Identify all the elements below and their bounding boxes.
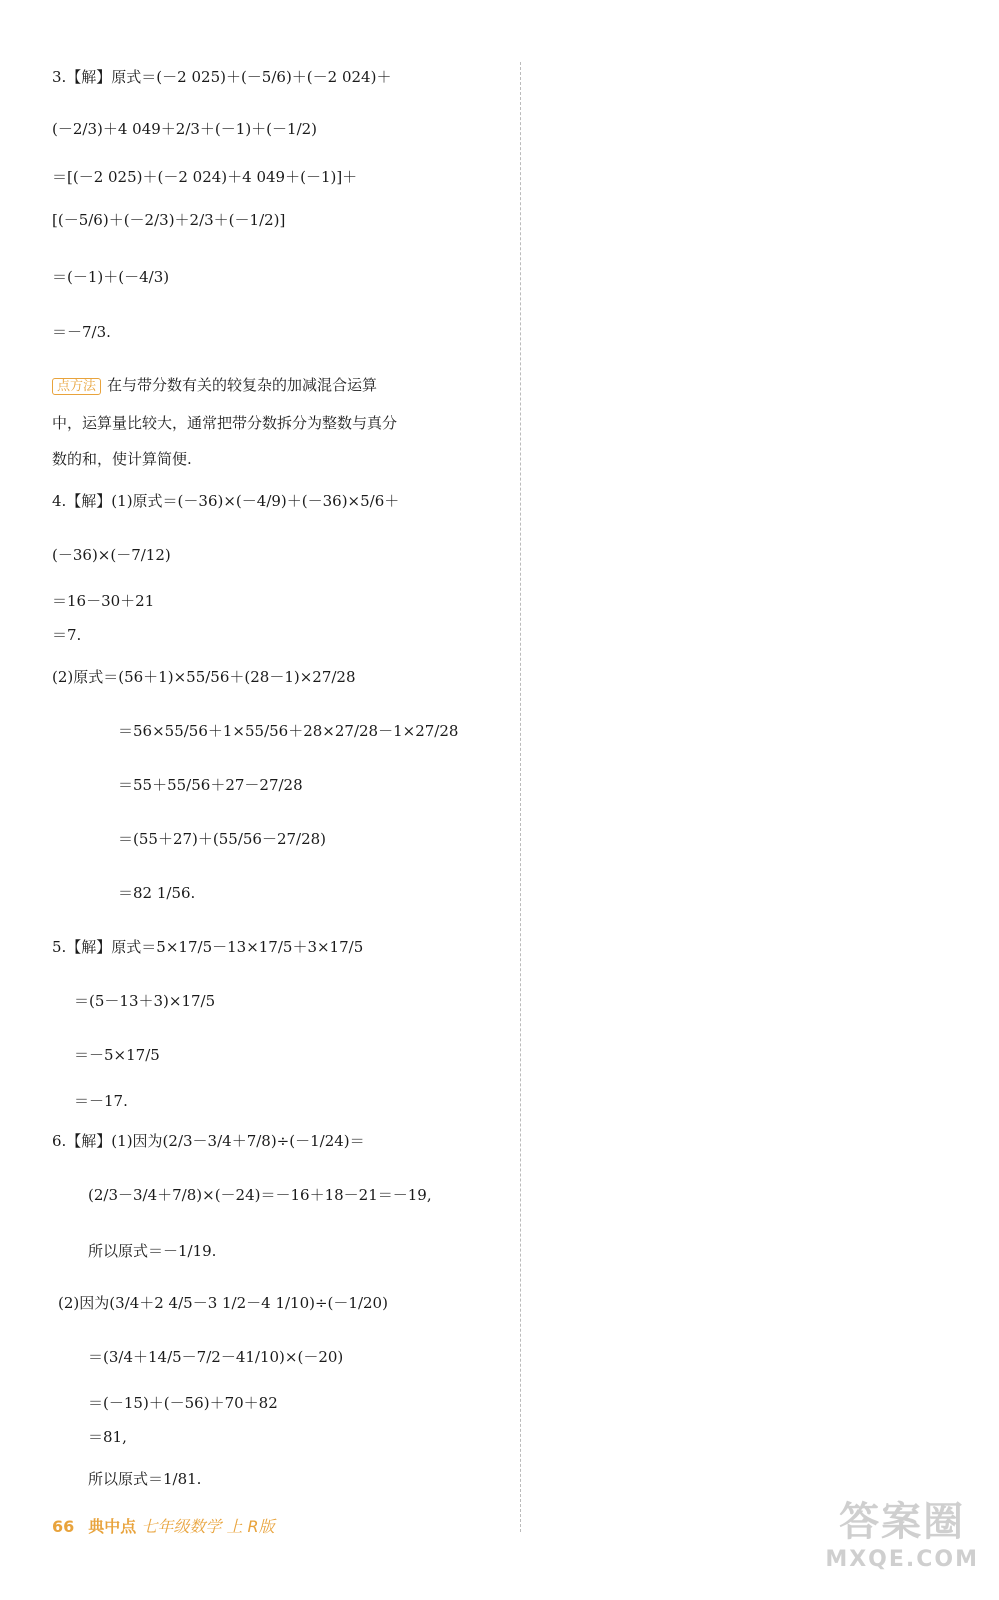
brand-logo: 典中点 bbox=[88, 1517, 137, 1536]
page-footer bbox=[52, 1514, 275, 1537]
watermark-domain: MXQE.COM bbox=[825, 1547, 979, 1572]
line-L4: [(－5/6)＋(－2/3)＋2/3＋(－1/2)] bbox=[52, 211, 286, 229]
tip-text-1: 在与带分数有关的较复杂的加减混合运算 bbox=[107, 376, 378, 394]
page-number: 66 bbox=[52, 1517, 75, 1536]
line-L15: ＝82 1/56. bbox=[118, 884, 196, 902]
line-L9: ＝16－30＋21 bbox=[52, 592, 155, 610]
line-L3: ＝[(－2 025)＋(－2 024)＋4 049＋(－1)]＋ bbox=[52, 168, 358, 186]
line-L25: ＝(－15)＋(－56)＋70＋82 bbox=[88, 1394, 278, 1412]
line-L2: (－2/3)＋4 049＋2/3＋(－1)＋(－1/2) bbox=[52, 120, 318, 138]
book-title: 七年级数学 上 R版 bbox=[141, 1517, 275, 1536]
line-L17: ＝(5－13＋3)×17/5 bbox=[74, 992, 216, 1010]
line-L1: 3.【解】原式＝(－2 025)＋(－5/6)＋(－2 024)＋ bbox=[52, 68, 392, 86]
tip-text-3: 数的和，使计算简便. bbox=[52, 450, 192, 468]
watermark bbox=[825, 1490, 979, 1572]
line-L21: (2/3－3/4＋7/8)×(－24)＝－16＋18－21＝－19, bbox=[88, 1186, 432, 1204]
line-L10: ＝7. bbox=[52, 626, 82, 644]
tip-text-2: 中，运算量比较大，通常把带分数拆分为整数与真分 bbox=[52, 414, 398, 432]
line-L19: ＝－17. bbox=[74, 1092, 128, 1110]
line-L22: 所以原式＝－1/19. bbox=[88, 1242, 217, 1260]
watermark-cn: 答案圈 bbox=[839, 1499, 966, 1545]
line-L26: ＝81, bbox=[88, 1428, 127, 1446]
line-L12: ＝56×55/56＋1×55/56＋28×27/28－1×27/28 bbox=[118, 722, 459, 740]
column-divider bbox=[520, 62, 521, 1532]
line-L24: ＝(3/4＋14/5－7/2－41/10)×(－20) bbox=[88, 1348, 344, 1366]
line-L23: (2)因为(3/4＋2 4/5－3 1/2－4 1/10)÷(－1/20) bbox=[58, 1294, 388, 1312]
line-L7: 4.【解】(1)原式＝(－36)×(－4/9)＋(－36)×5/6＋ bbox=[52, 492, 400, 510]
line-L8: (－36)×(－7/12) bbox=[52, 546, 171, 564]
line-L20: 6.【解】(1)因为(2/3－3/4＋7/8)÷(－1/24)＝ bbox=[52, 1132, 365, 1150]
line-L27: 所以原式＝1/81. bbox=[88, 1470, 202, 1488]
line-L16: 5.【解】原式＝5×17/5－13×17/5＋3×17/5 bbox=[52, 938, 364, 956]
line-L13: ＝55＋55/56＋27－27/28 bbox=[118, 776, 303, 794]
line-L11: (2)原式＝(56＋1)×55/56＋(28－1)×27/28 bbox=[52, 668, 356, 686]
line-L6: ＝－7/3. bbox=[52, 323, 111, 341]
line-L14: ＝(55＋27)＋(55/56－27/28) bbox=[118, 830, 327, 848]
line-L18: ＝－5×17/5 bbox=[74, 1046, 160, 1064]
tip-label: 点方法 bbox=[52, 378, 101, 395]
tip-line-1 bbox=[52, 378, 377, 395]
line-L5: ＝(－1)＋(－4/3) bbox=[52, 268, 170, 286]
